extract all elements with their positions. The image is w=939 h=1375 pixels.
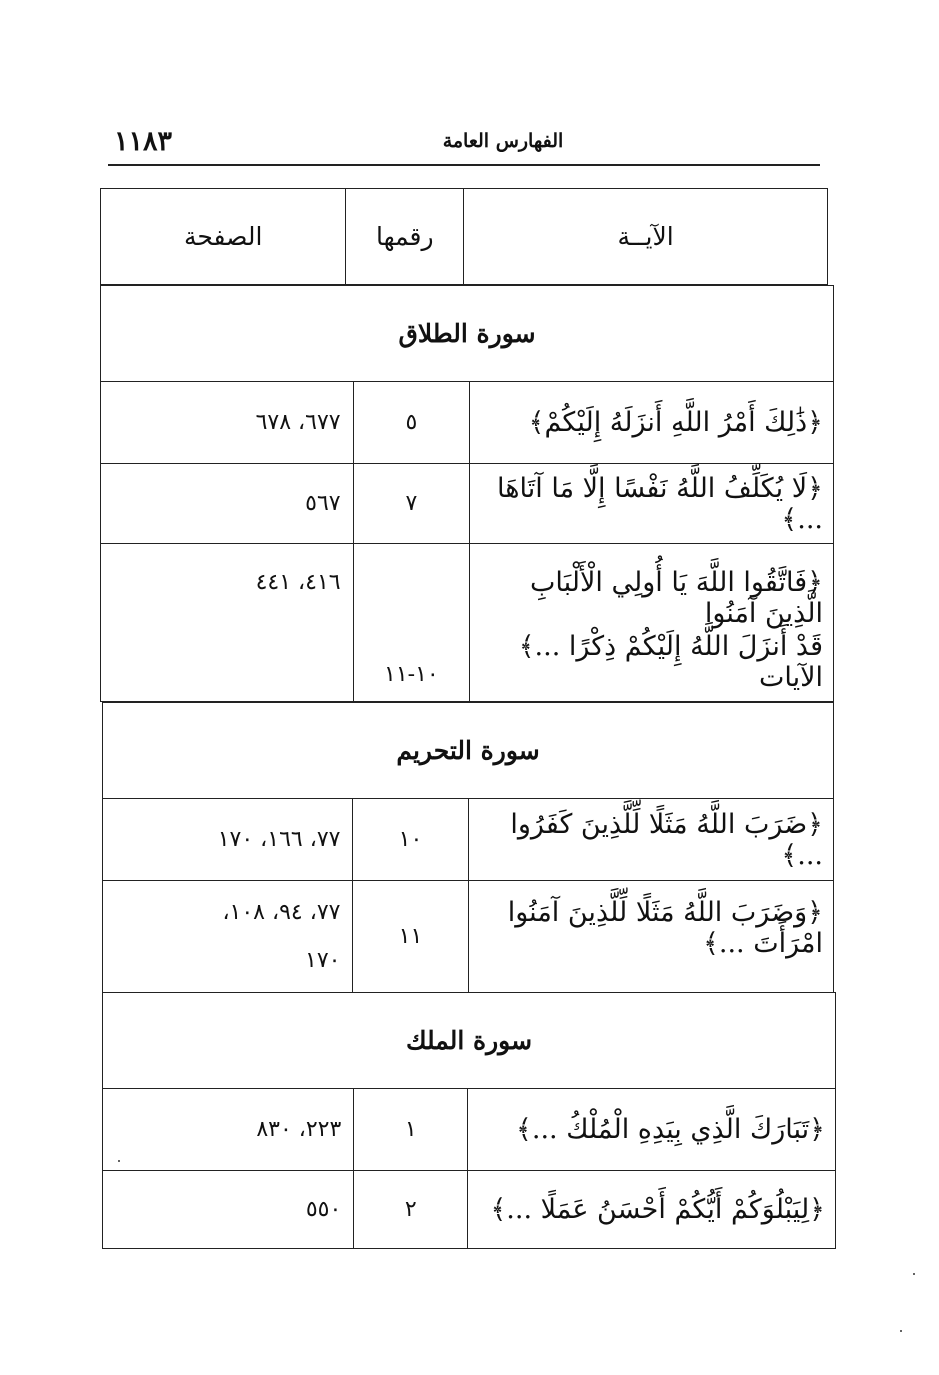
column-header-page: الصفحة [101,189,346,285]
table-row [101,382,834,464]
verse-cell: ﴿لَا يُكَلِّفُ اللَّهُ نَفْسًا إِلَّا مَا آتَاهَا ...﴾ [470,464,834,544]
table-row [103,799,834,881]
page-cell: ٦٧٧، ٦٧٨ [101,382,354,464]
page-number: ١١٨٣ [114,126,173,157]
column-header-verse: الآيــة [464,189,828,285]
verse-number-cell: ١٠ [353,799,468,881]
table-row [101,464,834,544]
page-header [108,126,820,166]
verse-number-cell: ١١ [353,881,468,993]
page-cell: ٢٢٣، ٨٣٠ [103,1089,354,1171]
header-title: الفهارس العامة [442,130,564,152]
table-row [103,1089,836,1171]
table-row [103,881,834,993]
verse-number-cell: ٢ [354,1171,468,1249]
verse-number-cell: ١ [354,1089,468,1171]
verse-line: ﴿فَاتَّقُوا اللَّهَ يَا أُولِي الْأَلْبَابِ الَّذِينَ آمَنُوا [530,566,823,629]
table-row [101,544,834,702]
scan-speck [118,1160,120,1162]
column-header-number: رقمها [346,189,464,285]
surah-section-mulk [102,992,836,1249]
verse-cell [470,544,834,702]
verse-number-cell: ٥ [353,382,470,464]
page-cell: ٥٥٠ [103,1171,354,1249]
page-line: ١٧٠ [305,947,341,973]
verse-cell: ﴿تَبَارَكَ الَّذِي بِيَدِهِ الْمُلْكُ ...﴾ [468,1089,836,1171]
surah-title: سورة التحريم [103,703,834,799]
page-cell [103,881,353,993]
verse-cell: ﴿ذَٰلِكَ أَمْرُ اللَّهِ أَنزَلَهُ إِلَيْكُمْ﴾ [470,382,834,464]
verse-number-cell: ١٠-١١ [353,544,470,702]
verse-number-cell: ٧ [353,464,470,544]
index-table-header [100,188,828,285]
table-row [103,1171,836,1249]
scan-speck [913,1273,915,1275]
verse-line: قَدْ أَنزَلَ اللَّهُ إِلَيْكُمْ ذِكْرًا ...﴾ الآيات [518,630,823,693]
page-cell: ٧٧، ١٦٦، ١٧٠ [103,799,353,881]
verse-cell: ﴿وَضَرَبَ اللَّهُ مَثَلًا لِّلَّذِينَ آمَنُوا امْرَأَتَ ...﴾ [468,881,834,993]
verse-cell: ﴿لِيَبْلُوَكُمْ أَيُّكُمْ أَحْسَنُ عَمَلًا ...﴾ [468,1171,836,1249]
surah-title: سورة الملك [103,993,836,1089]
verse-cell: ﴿ضَرَبَ اللَّهُ مَثَلًا لِّلَّذِينَ كَفَرُوا ...﴾ [468,799,834,881]
scan-speck [900,1330,902,1332]
surah-section-tahrim [102,702,834,993]
surah-section-talaq [100,285,834,702]
surah-title: سورة الطلاق [101,286,834,382]
page-cell: ٥٦٧ [101,464,354,544]
page-line: ٧٧، ٩٤، ١٠٨، [222,899,341,925]
page-cell: ٤١٦، ٤٤١ [101,544,354,702]
